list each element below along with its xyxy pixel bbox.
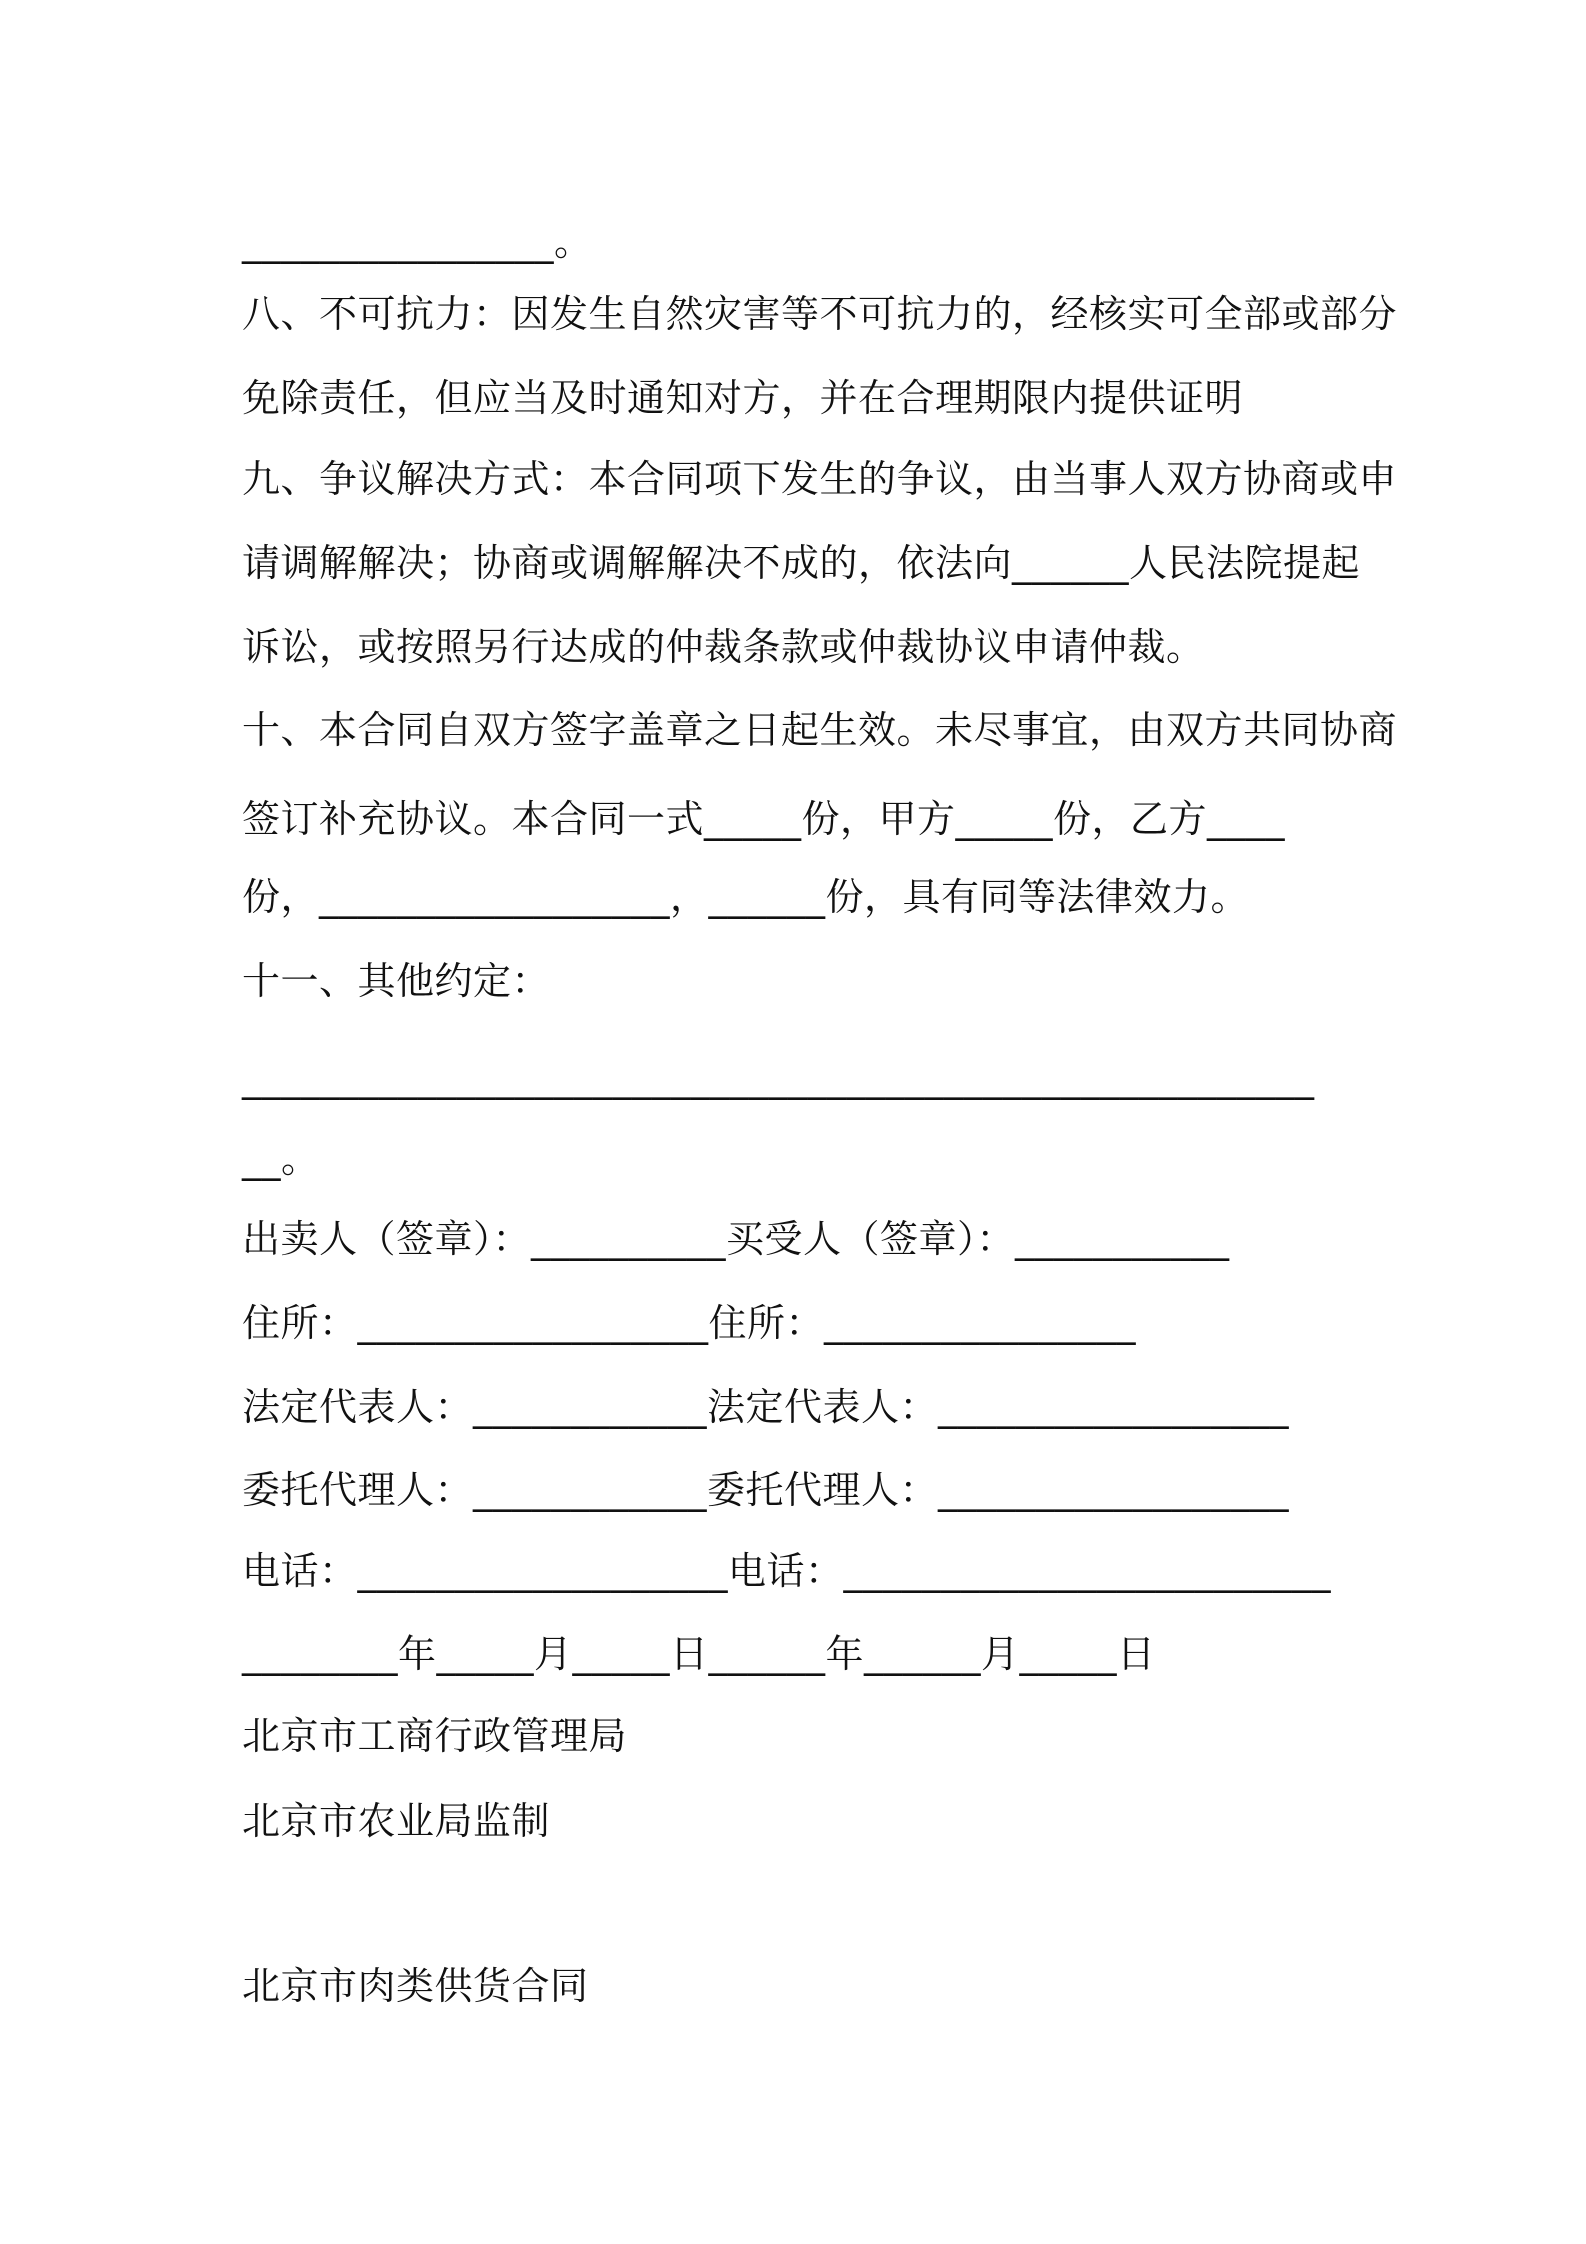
phone-row: 电话：___________________电话：_________________________ [242,1549,1332,1593]
date-row: ________年_____月_____日______年______月_____日 [242,1632,1156,1676]
clause-11-heading: 十一、其他约定： [242,959,551,1003]
other-terms-blank-line: _______________________________________________________ [242,1056,1315,1100]
issuer-line-1: 北京市工商行政管理局 [242,1714,628,1758]
legal-representative-row: 法定代表人：____________法定代表人：__________________ [242,1385,1290,1429]
next-contract-title: 北京市肉类供货合同 [242,1964,589,2008]
authorized-agent-row: 委托代理人：____________委托代理人：__________________ [242,1468,1290,1512]
other-terms-blank-end: __。 [242,1137,320,1181]
clause-9-line-3: 诉讼，或按照另行达成的仲裁条款或仲裁协议申请仲裁。 [242,625,1205,669]
clause-10-line-2: 签订补充协议。本合同一式_____份，甲方_____份，乙方____ [242,797,1286,841]
clause-10-line-3: 份，__________________，______份，具有同等法律效力。 [242,875,1250,919]
address-row: 住所：__________________住所：________________ [242,1301,1137,1345]
clause-9-line-2: 请调解解决；协商或调解解决不成的，依法向______人民法院提起 [242,541,1361,585]
blank-line-end: ________________。 [242,220,593,264]
clause-8-line-2: 免除责任，但应当及时通知对方，并在合理期限内提供证明 [242,376,1244,420]
issuer-line-2: 北京市农业局监制 [242,1799,551,1843]
clause-8-line-1: 八、不可抗力：因发生自然灾害等不可抗力的，经核实可全部或部分 [242,292,1398,336]
clause-10-line-1: 十、本合同自双方签字盖章之日起生效。未尽事宜，由双方共同协商 [242,708,1398,752]
clause-9-line-1: 九、争议解决方式：本合同项下发生的争议，由当事人双方协商或申 [242,457,1398,501]
signature-row: 出卖人（签章）：__________买受人（签章）：___________ [242,1217,1230,1261]
